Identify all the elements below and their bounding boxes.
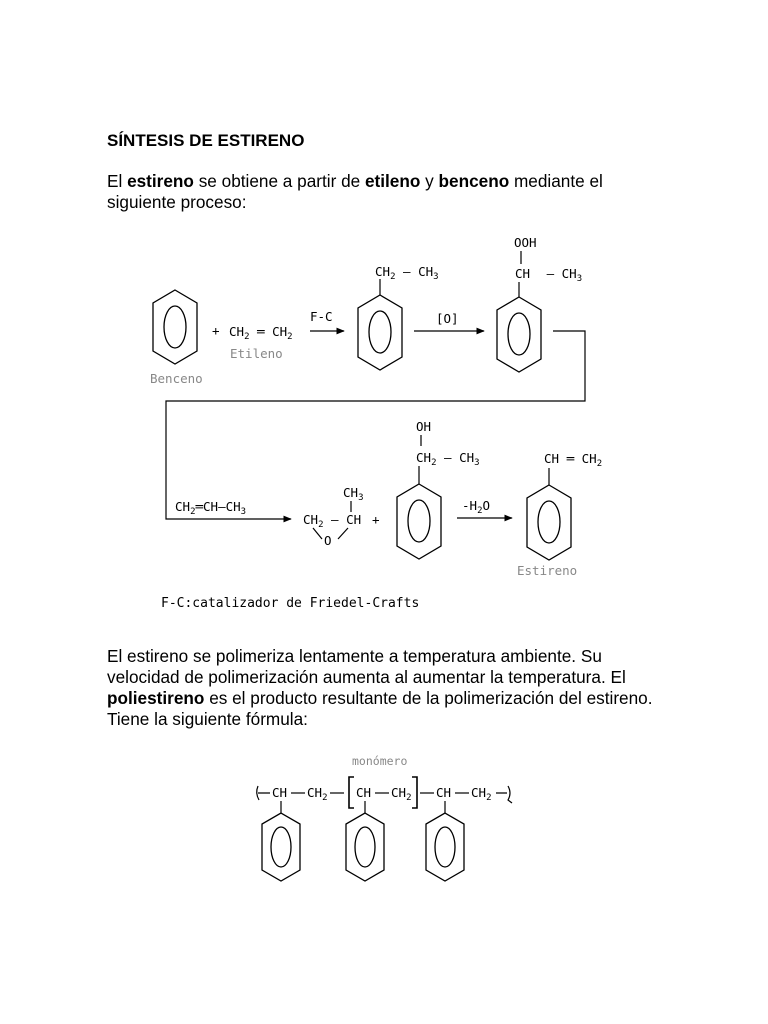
epoxide-methyl: $CH_3$ xyxy=(343,485,364,503)
epoxide-ring-text: $CH_2$ — CH xyxy=(303,512,362,530)
polymer-ch-1: CH xyxy=(272,785,288,800)
polymer-ch2-2: $CH_2$ xyxy=(391,785,412,803)
epoxide-oxygen: O xyxy=(324,533,332,548)
polymerization-paragraph: El estireno se polimeriza lentamente a temperatura ambiente. Su velocidad de polimerización aumenta al aumentar la temperatura. El poliestireno es el producto resultante de la polimerización del estireno. Tiene la siguiente fórmula: xyxy=(107,646,653,729)
styrene-ring xyxy=(527,468,571,560)
phenylethanol-ring xyxy=(397,466,441,559)
benceno-label: Benceno xyxy=(150,371,203,386)
benzene-ring xyxy=(153,290,197,364)
hydroperoxide-ring xyxy=(497,282,541,372)
page-title: SÍNTESIS DE ESTIRENO xyxy=(107,131,305,150)
dehydration-label: $-H_2O$ xyxy=(462,498,491,516)
polymer-ring-1 xyxy=(262,801,300,881)
ooh-group: OOH xyxy=(514,235,537,250)
phenylethanol-chain: $CH_2$ — $CH_3$ xyxy=(416,450,480,468)
estireno-label: Estireno xyxy=(517,563,578,578)
oxidation-label: [O] xyxy=(436,311,459,326)
chain-end-wave xyxy=(496,786,512,803)
polymer-ch-3: CH xyxy=(436,785,452,800)
etileno-label: Etileno xyxy=(230,346,283,361)
chain-start-wave xyxy=(257,786,270,800)
intro-paragraph: El estireno se obtiene a partir de etileno y benceno mediante el siguiente proceso: xyxy=(107,171,603,212)
oh-group: OH xyxy=(416,419,432,434)
ethylene-formula: $CH_2$ ═ $CH_2$ xyxy=(229,324,293,342)
ethyl-group: $CH_2$ — $CH_3$ xyxy=(375,264,439,282)
plus-sign: + xyxy=(212,323,220,338)
polymer-ch2-1: $CH_2$ xyxy=(307,785,328,803)
plus-sign-2: + xyxy=(372,512,380,527)
polymer-ch-2: CH xyxy=(356,785,372,800)
propylene-formula: $CH_2═CH—CH_3$ xyxy=(175,499,247,517)
bracket-right xyxy=(412,777,417,808)
keyword-etileno: etileno xyxy=(364,171,421,191)
fc-label: F-C xyxy=(310,309,333,324)
keyword-estireno: estireno xyxy=(127,171,194,191)
polymer-ring-3 xyxy=(426,801,464,881)
vinyl-group: CH ═ $CH_2$ xyxy=(544,451,603,469)
hydroperoxide-chain: CH — $CH_3$ xyxy=(515,266,583,284)
ethylbenzene-ring xyxy=(358,279,402,370)
polystyrene-chain xyxy=(257,777,512,808)
bracket-left xyxy=(349,777,354,808)
keyword-poliestireno: poliestireno xyxy=(107,688,205,708)
keyword-benceno: benceno xyxy=(438,171,510,191)
polymer-ch2-3: $CH_2$ xyxy=(471,785,492,803)
catalyst-note: F-C:catalizador de Friedel-Crafts xyxy=(161,596,420,611)
monomero-label: monómero xyxy=(352,754,408,768)
polymer-ring-2 xyxy=(346,801,384,881)
propylene-oxide xyxy=(303,485,363,548)
connector-arrow xyxy=(166,331,585,519)
